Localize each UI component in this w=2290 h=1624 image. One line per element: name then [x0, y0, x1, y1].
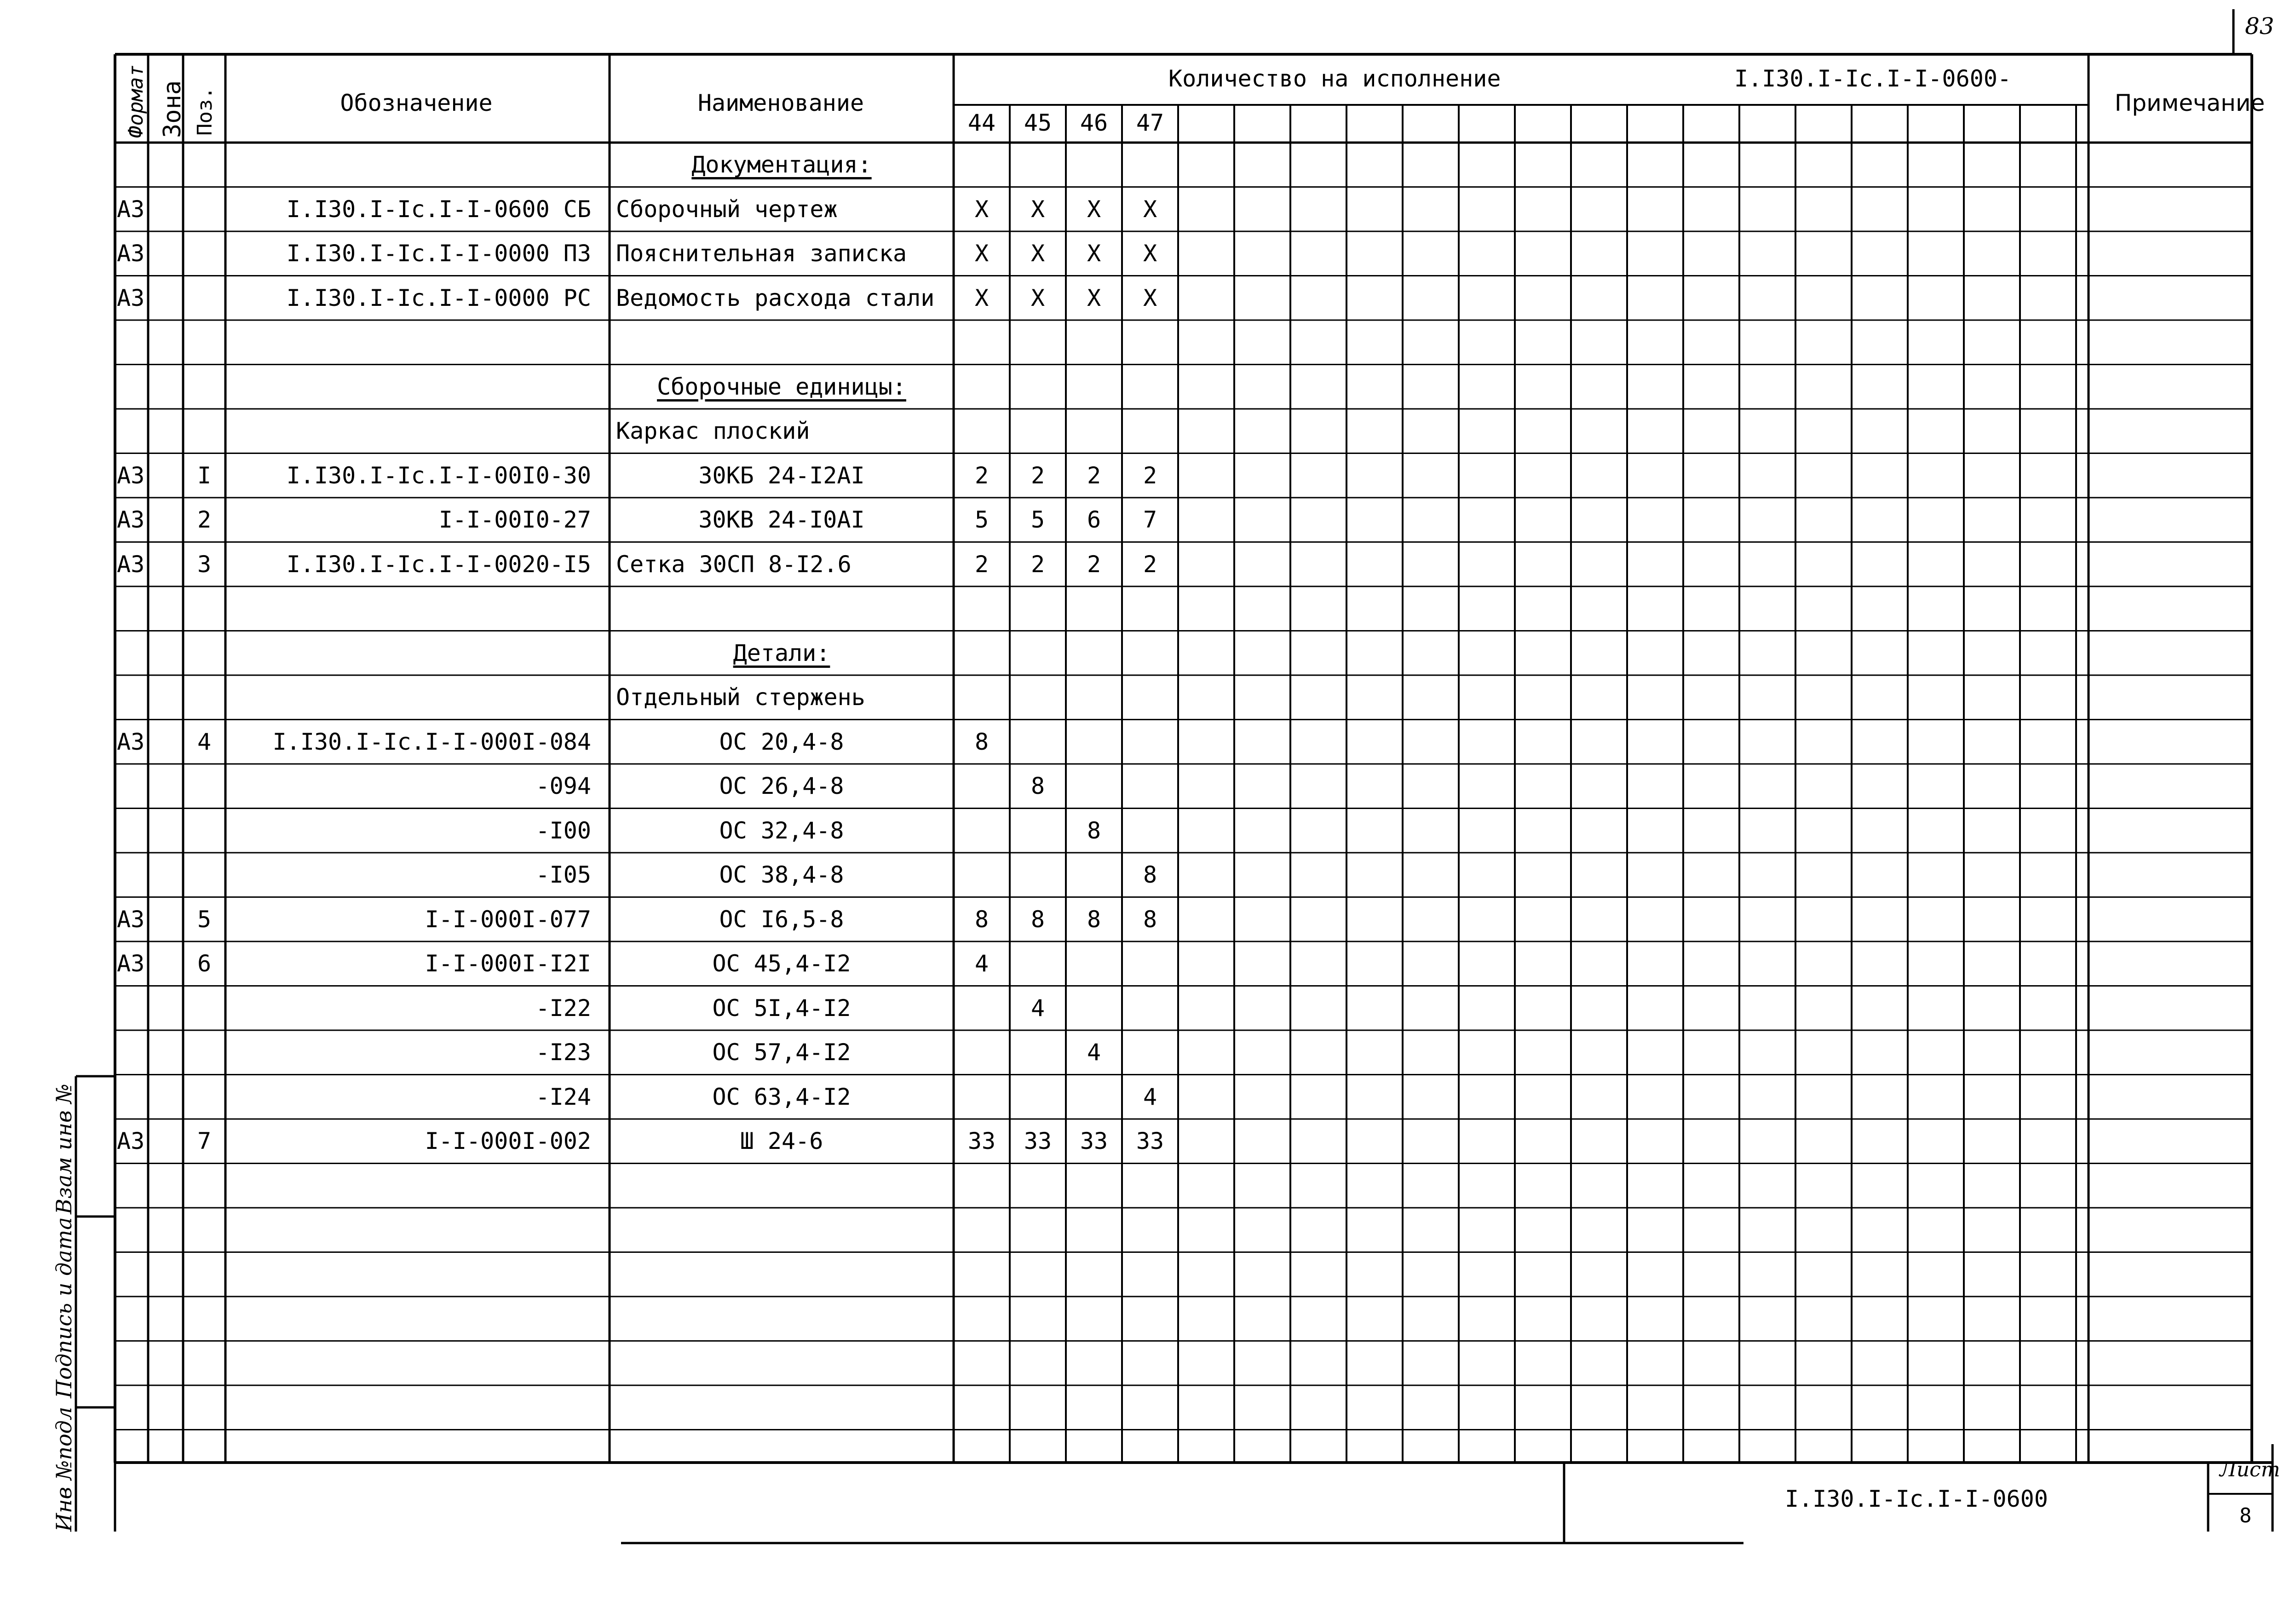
cell-quantity: X: [974, 195, 989, 223]
variant-header: 45: [1024, 109, 1052, 136]
section-heading-text: Документация:: [691, 151, 872, 178]
cell-designation: I-I-000I-077: [425, 906, 591, 933]
footer-sheet-number: 8: [2239, 1504, 2252, 1527]
cell-quantity: X: [1087, 284, 1101, 311]
cell-format: А3: [117, 462, 145, 489]
footer-sheet-label: Лист: [2220, 1458, 2280, 1481]
section-heading: [610, 143, 954, 187]
section-heading: [610, 365, 954, 409]
cell-pos: 7: [197, 1128, 212, 1154]
header-zone: Зона: [159, 80, 186, 138]
cell-name: Пояснительная записка: [616, 240, 907, 267]
cell-name: 30КВ 24-I0АI: [698, 506, 865, 533]
side-sign-date: Подпись и дата: [52, 1217, 76, 1398]
cell-format: А3: [117, 284, 145, 311]
cell-quantity: 2: [1030, 551, 1045, 578]
cell-quantity: 8: [1143, 861, 1157, 888]
cell-quantity: X: [974, 240, 989, 267]
section-heading: [610, 631, 954, 675]
header-note: Примечание: [2114, 90, 2265, 116]
cell-quantity: 4: [1143, 1083, 1157, 1110]
cell-designation: I.I30.I-Ic.I-I-0020-I5: [286, 551, 591, 578]
cell-quantity: 4: [974, 950, 989, 977]
cell-name: Отдельный стержень: [616, 684, 865, 711]
cell-format: А3: [117, 240, 145, 267]
cell-format: А3: [117, 506, 145, 533]
cell-quantity: Х: [1087, 195, 1101, 223]
cell-designation: I-I-00I0-27: [438, 506, 591, 533]
cell-pos: 6: [197, 950, 212, 977]
cell-quantity: 33: [1136, 1128, 1164, 1154]
cell-designation: I-I-000I-002: [425, 1128, 591, 1154]
cell-name: ОС 5I,4-I2: [712, 994, 851, 1021]
cell-quantity: 8: [974, 728, 989, 755]
cell-format: А3: [117, 551, 145, 578]
cell-quantity: X: [1030, 240, 1045, 267]
cell-quantity: 33: [1024, 1128, 1052, 1154]
cell-quantity: 2: [1143, 551, 1157, 578]
cell-pos: I: [197, 462, 212, 489]
cell-quantity: 4: [1030, 994, 1045, 1021]
cell-name: ОС I6,5-8: [719, 906, 844, 933]
header-quantity-code: I.I30.I-Ic.I-I-0600-: [1734, 65, 2012, 92]
cell-quantity: 5: [1030, 506, 1045, 533]
cell-quantity: 2: [974, 462, 989, 489]
cell-designation: -I22: [535, 994, 591, 1021]
cell-quantity: 5: [974, 506, 989, 533]
header-designation: Обозначение: [340, 90, 493, 116]
cell-designation: I.I30.I-Ic.I-I-000I-084: [272, 728, 591, 755]
cell-quantity: 33: [967, 1128, 996, 1154]
cell-pos: 2: [197, 506, 212, 533]
header-format: Формат: [124, 65, 148, 138]
cell-format: А3: [117, 195, 145, 223]
cell-quantity: 2: [974, 551, 989, 578]
cell-quantity: 8: [1087, 817, 1101, 844]
cell-quantity: X: [1143, 240, 1157, 267]
cell-quantity: 2: [1087, 462, 1101, 489]
header-name: Наименование: [697, 90, 864, 116]
cell-name: ОС 63,4-I2: [712, 1083, 851, 1110]
cell-quantity: 6: [1087, 506, 1101, 533]
cell-name: Каркас плоский: [616, 418, 810, 444]
cell-quantity: 33: [1080, 1128, 1108, 1154]
header-quantity: Количество на исполнение: [1168, 65, 1501, 92]
variant-header: 47: [1136, 109, 1164, 136]
cell-quantity: 2: [1143, 462, 1157, 489]
cell-quantity: X: [1030, 284, 1045, 311]
cell-quantity: 8: [1030, 906, 1045, 933]
cell-name: ОС 20,4-8: [719, 728, 844, 755]
cell-name: ОС 38,4-8: [719, 861, 844, 888]
cell-designation: I.I30.I-Ic.I-I-0000 РС: [286, 284, 591, 311]
side-inv-no: Инв №подл: [52, 1406, 76, 1532]
cell-designation: -I00: [535, 817, 591, 844]
cell-quantity: 2: [1087, 551, 1101, 578]
cell-pos: 5: [197, 906, 212, 933]
cell-designation: -094: [535, 773, 591, 799]
cell-format: А3: [117, 728, 145, 755]
section-heading-text: Детали:: [733, 639, 830, 666]
cell-designation: I.I30.I-Ic.I-I-0000 ПЗ: [286, 240, 591, 267]
cell-quantity: 8: [1087, 906, 1101, 933]
cell-quantity: 7: [1143, 506, 1157, 533]
cell-quantity: X: [1143, 284, 1157, 311]
cell-quantity: X: [1030, 195, 1045, 223]
cell-name: Ш 24-6: [740, 1128, 823, 1154]
cell-quantity: 8: [1030, 773, 1045, 799]
side-vzam: Взам инв №: [52, 1084, 76, 1214]
page-number: 83: [2245, 13, 2274, 40]
header-pos: Поз.: [193, 87, 217, 136]
cell-pos: 4: [197, 728, 212, 755]
footer-doc-code: I.I30.I-Ic.I-I-0600: [1785, 1486, 2048, 1512]
variant-header: 46: [1080, 109, 1108, 136]
cell-designation: -I24: [535, 1083, 591, 1110]
cell-quantity: 4: [1087, 1039, 1101, 1066]
cell-format: А3: [117, 906, 145, 933]
variant-header: 44: [967, 109, 996, 136]
cell-name: Сетка 30СП 8-I2.6: [616, 551, 852, 578]
cell-quantity: 8: [1143, 906, 1157, 933]
cell-name: Сборочный чертеж: [616, 195, 838, 223]
cell-designation: -I05: [535, 861, 591, 888]
cell-pos: 3: [197, 551, 212, 578]
section-heading-text: Сборочные единицы:: [657, 373, 906, 400]
cell-name: 30КБ 24-I2АI: [698, 462, 865, 489]
cell-name: ОС 32,4-8: [719, 817, 844, 844]
cell-format: А3: [117, 950, 145, 977]
cell-name: ОС 57,4-I2: [712, 1039, 851, 1066]
cell-quantity: 8: [974, 906, 989, 933]
cell-name: ОС 45,4-I2: [712, 950, 851, 977]
cell-quantity: X: [1143, 195, 1157, 223]
cell-designation: I.I30.I-Ic.I-I-00I0-30: [286, 462, 591, 489]
cell-designation: I-I-000I-I2I: [425, 950, 591, 977]
cell-quantity: X: [1087, 240, 1101, 267]
cell-designation: -I23: [535, 1039, 591, 1066]
cell-format: А3: [117, 1128, 145, 1154]
cell-name: ОС 26,4-8: [719, 773, 844, 799]
cell-designation: I.I30.I-Ic.I-I-0600 СБ: [286, 195, 591, 223]
cell-quantity: X: [974, 284, 989, 311]
cell-name: Ведомость расхода стали: [616, 284, 935, 311]
cell-quantity: 2: [1030, 462, 1045, 489]
